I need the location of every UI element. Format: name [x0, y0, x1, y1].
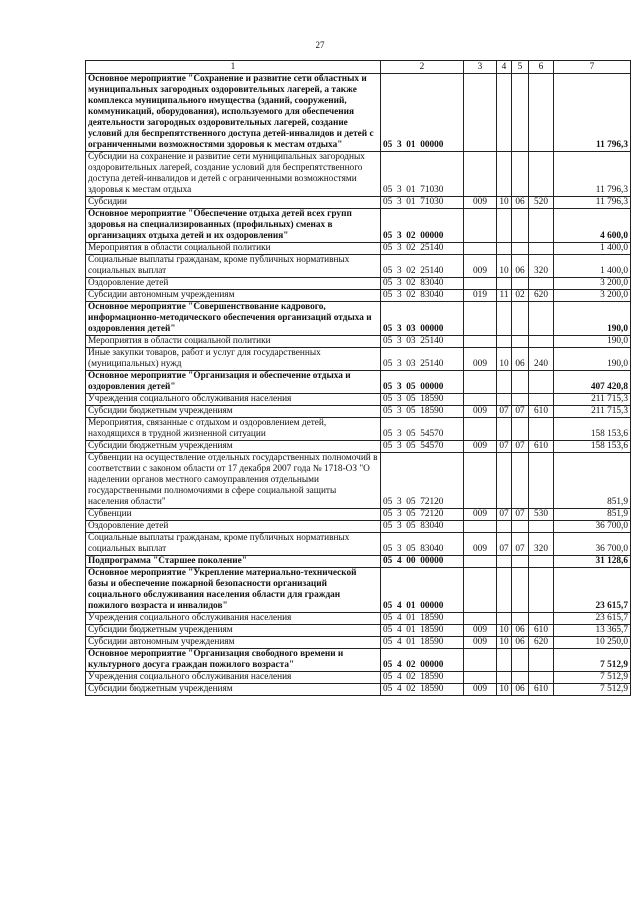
header-cell: 5 [512, 61, 529, 74]
expense-type-code: 620 [529, 637, 554, 649]
section-code: 07 [497, 533, 512, 556]
expense-type-code [529, 209, 554, 243]
row-name: Субсидии автономным учреждениям [86, 290, 381, 302]
grbs-code [464, 418, 497, 441]
amount: 158 153,6 [554, 418, 631, 441]
section-code [497, 302, 512, 336]
amount: 31 128,6 [554, 556, 631, 568]
section-code [497, 152, 512, 197]
subsection-code [512, 672, 529, 684]
row-name: Основное мероприятие "Организация свободного времени и культурного досуга граждан пожилого возраста" [86, 649, 381, 672]
amount: 36 700,0 [554, 521, 631, 533]
section-code: 10 [497, 348, 512, 371]
target-code: 05 3 03 00000 [381, 302, 464, 336]
grbs-code: 009 [464, 637, 497, 649]
amount: 3 200,0 [554, 290, 631, 302]
table-row [86, 243, 631, 255]
row-name: Мероприятия, связанные с отдыхом и оздоровлением детей, находящихся в трудной жизненной ситуации [86, 418, 381, 441]
row-name: Субсидии бюджетным учреждениям [86, 441, 381, 453]
table-row [86, 336, 631, 348]
section-code [497, 556, 512, 568]
row-name: Социальные выплаты гражданам, кроме публичных нормативных социальных выплат [86, 533, 381, 556]
subsection-code: 07 [512, 441, 529, 453]
expense-type-code [529, 521, 554, 533]
table-row [86, 197, 631, 209]
table-row [86, 533, 631, 556]
row-name: Учреждения социального обслуживания населения [86, 613, 381, 625]
subsection-code [512, 278, 529, 290]
expense-type-code [529, 418, 554, 441]
amount: 1 400,0 [554, 255, 631, 278]
section-code: 10 [497, 637, 512, 649]
expense-type-code [529, 243, 554, 255]
table-row [86, 625, 631, 637]
target-code: 05 3 05 54570 [381, 418, 464, 441]
section-code [497, 336, 512, 348]
subsection-code [512, 418, 529, 441]
table-row [86, 152, 631, 197]
table-row [86, 672, 631, 684]
row-name: Иные закупки товаров, работ и услуг для государственных (муниципальных) нужд [86, 348, 381, 371]
table-row [86, 453, 631, 509]
section-code [497, 613, 512, 625]
subsection-code [512, 371, 529, 394]
section-code [497, 243, 512, 255]
expense-type-code [529, 672, 554, 684]
row-name: Основное мероприятие "Сохранение и развитие сети областных и муниципальных загородных оздоровительных лагерей, а также комплекса муниципального имущества (зданий, сооружений, коммуникаций, оборудования), используемого для обеспечения деятельности загородных оздоровительных лагерей, создание условий для беспрепятственного доступа детей-инвалидов и детей с ограниченными возможностями здоровья к местам отдыха" [86, 74, 381, 152]
amount: 11 796,3 [554, 74, 631, 152]
row-name: Основное мероприятие "Обеспечение отдыха детей всех групп здоровья на специализированных (профильных) сменах в организациях отдыха детей и их оздоровления" [86, 209, 381, 243]
amount: 23 615,7 [554, 568, 631, 613]
amount: 851,9 [554, 453, 631, 509]
expense-type-code: 610 [529, 684, 554, 696]
table-row [86, 348, 631, 371]
expense-type-code: 520 [529, 197, 554, 209]
expense-type-code [529, 371, 554, 394]
section-code: 10 [497, 197, 512, 209]
row-name: Учреждения социального обслуживания населения [86, 672, 381, 684]
subsection-code [512, 649, 529, 672]
header-row [86, 61, 631, 74]
budget-table [85, 60, 631, 696]
subsection-code: 07 [512, 509, 529, 521]
subsection-code: 07 [512, 406, 529, 418]
table-row [86, 613, 631, 625]
target-code: 05 3 02 25140 [381, 243, 464, 255]
table-row [86, 684, 631, 696]
amount: 7 512,9 [554, 649, 631, 672]
subsection-code [512, 568, 529, 613]
grbs-code: 009 [464, 406, 497, 418]
amount: 211 715,3 [554, 394, 631, 406]
subsection-code: 06 [512, 348, 529, 371]
expense-type-code: 610 [529, 625, 554, 637]
table-row-section [86, 568, 631, 613]
amount: 190,0 [554, 348, 631, 371]
target-code: 05 3 05 18590 [381, 406, 464, 418]
target-code: 05 3 05 72120 [381, 453, 464, 509]
table-row-section [86, 371, 631, 394]
subsection-code [512, 394, 529, 406]
amount: 1 400,0 [554, 243, 631, 255]
table-row [86, 441, 631, 453]
target-code: 05 3 02 25140 [381, 255, 464, 278]
target-code: 05 3 05 18590 [381, 394, 464, 406]
target-code: 05 3 01 71030 [381, 197, 464, 209]
subsection-code: 06 [512, 637, 529, 649]
row-name: Оздоровление детей [86, 278, 381, 290]
section-code: 11 [497, 290, 512, 302]
header-cell: 4 [497, 61, 512, 74]
row-name: Субсидии бюджетным учреждениям [86, 625, 381, 637]
header-cell: 2 [381, 61, 464, 74]
section-code [497, 418, 512, 441]
subsection-code: 06 [512, 625, 529, 637]
section-code: 07 [497, 406, 512, 418]
expense-type-code [529, 74, 554, 152]
grbs-code [464, 278, 497, 290]
expense-type-code: 610 [529, 441, 554, 453]
section-code [497, 371, 512, 394]
target-code: 05 3 05 72120 [381, 509, 464, 521]
row-name: Социальные выплаты гражданам, кроме публичных нормативных социальных выплат [86, 255, 381, 278]
table-row [86, 418, 631, 441]
section-code [497, 394, 512, 406]
grbs-code: 009 [464, 255, 497, 278]
amount: 10 250,0 [554, 637, 631, 649]
target-code: 05 3 02 00000 [381, 209, 464, 243]
row-name: Мероприятия в области социальной политики [86, 243, 381, 255]
grbs-code [464, 521, 497, 533]
target-code: 05 3 01 71030 [381, 152, 464, 197]
amount: 23 615,7 [554, 613, 631, 625]
grbs-code: 009 [464, 533, 497, 556]
target-code: 05 3 05 54570 [381, 441, 464, 453]
table-row-section [86, 302, 631, 336]
section-code: 10 [497, 684, 512, 696]
grbs-code: 009 [464, 625, 497, 637]
subsection-code [512, 302, 529, 336]
grbs-code [464, 152, 497, 197]
row-name: Оздоровление детей [86, 521, 381, 533]
amount: 7 512,9 [554, 672, 631, 684]
expense-type-code [529, 394, 554, 406]
row-name: Субвенции [86, 509, 381, 521]
target-code: 05 3 05 83040 [381, 521, 464, 533]
table-row [86, 255, 631, 278]
header-cell: 1 [86, 61, 381, 74]
target-code: 05 3 05 83040 [381, 533, 464, 556]
section-code [497, 209, 512, 243]
section-code [497, 568, 512, 613]
amount: 4 600,0 [554, 209, 631, 243]
amount: 36 700,0 [554, 533, 631, 556]
table-body [86, 74, 631, 696]
subsection-code [512, 556, 529, 568]
amount: 158 153,6 [554, 441, 631, 453]
expense-type-code [529, 568, 554, 613]
expense-type-code [529, 453, 554, 509]
expense-type-code [529, 649, 554, 672]
section-code [497, 74, 512, 152]
table-row [86, 394, 631, 406]
section-code [497, 672, 512, 684]
target-code: 05 3 02 83040 [381, 290, 464, 302]
target-code: 05 4 02 00000 [381, 649, 464, 672]
amount: 11 796,3 [554, 152, 631, 197]
grbs-code [464, 336, 497, 348]
table-row [86, 637, 631, 649]
section-code [497, 649, 512, 672]
target-code: 05 4 02 18590 [381, 684, 464, 696]
header-cell: 6 [529, 61, 554, 74]
target-code: 05 4 01 00000 [381, 568, 464, 613]
expense-type-code: 240 [529, 348, 554, 371]
grbs-code [464, 556, 497, 568]
grbs-code [464, 649, 497, 672]
subsection-code [512, 521, 529, 533]
subsection-code [512, 453, 529, 509]
table-row-section [86, 74, 631, 152]
grbs-code [464, 74, 497, 152]
grbs-code [464, 613, 497, 625]
amount: 190,0 [554, 302, 631, 336]
expense-type-code [529, 336, 554, 348]
row-name: Учреждения социального обслуживания населения [86, 394, 381, 406]
grbs-code [464, 371, 497, 394]
target-code: 05 3 01 00000 [381, 74, 464, 152]
table-row-section [86, 649, 631, 672]
row-name: Субвенции на осуществление отдельных государственных полномочий в соответствии с законом области от 17 декабря 2007 года № 1718-ОЗ "О наделении органов местного самоуправления отдельными государственными полномочиями в сфере социальной защиты населения области" [86, 453, 381, 509]
row-name: Субсидии бюджетным учреждениям [86, 684, 381, 696]
row-name: Субсидии на сохранение и развитие сети муниципальных загородных оздоровительных лагерей, создание условий для беспрепятственного доступа детей-инвалидов и детей с ограниченными возможностями здоровья к местам отдыха [86, 152, 381, 197]
table-row-section [86, 556, 631, 568]
target-code: 05 4 01 18590 [381, 613, 464, 625]
amount: 407 420,8 [554, 371, 631, 394]
section-code [497, 453, 512, 509]
subsection-code [512, 74, 529, 152]
expense-type-code: 610 [529, 406, 554, 418]
subsection-code: 02 [512, 290, 529, 302]
expense-type-code: 320 [529, 533, 554, 556]
subsection-code [512, 209, 529, 243]
row-name: Субсидии автономным учреждениям [86, 637, 381, 649]
table-row [86, 278, 631, 290]
subsection-code [512, 336, 529, 348]
expense-type-code [529, 556, 554, 568]
expense-type-code [529, 613, 554, 625]
header-cell: 3 [464, 61, 497, 74]
table-row [86, 290, 631, 302]
expense-type-code: 620 [529, 290, 554, 302]
target-code: 05 4 01 18590 [381, 625, 464, 637]
row-name: Субсидии бюджетным учреждениям [86, 406, 381, 418]
page-number: 27 [315, 40, 325, 50]
subsection-code: 06 [512, 197, 529, 209]
table-row [86, 521, 631, 533]
grbs-code: 009 [464, 509, 497, 521]
section-code: 10 [497, 625, 512, 637]
grbs-code [464, 453, 497, 509]
header-cell: 7 [554, 61, 631, 74]
grbs-code: 009 [464, 348, 497, 371]
target-code: 05 3 03 25140 [381, 336, 464, 348]
grbs-code: 009 [464, 684, 497, 696]
target-code: 05 3 02 83040 [381, 278, 464, 290]
row-name: Основное мероприятие "Организация и обеспечение отдыха и оздоровления детей" [86, 371, 381, 394]
target-code: 05 4 02 18590 [381, 672, 464, 684]
grbs-code [464, 209, 497, 243]
amount: 7 512,9 [554, 684, 631, 696]
amount: 851,9 [554, 509, 631, 521]
table-row [86, 406, 631, 418]
target-code: 05 4 00 00000 [381, 556, 464, 568]
grbs-code: 009 [464, 441, 497, 453]
section-code [497, 521, 512, 533]
grbs-code: 019 [464, 290, 497, 302]
grbs-code [464, 394, 497, 406]
section-code: 07 [497, 441, 512, 453]
grbs-code [464, 243, 497, 255]
grbs-code [464, 672, 497, 684]
grbs-code: 009 [464, 197, 497, 209]
target-code: 05 3 03 25140 [381, 348, 464, 371]
row-name: Субсидии [86, 197, 381, 209]
expense-type-code [529, 152, 554, 197]
expense-type-code [529, 278, 554, 290]
amount: 3 200,0 [554, 278, 631, 290]
amount: 13 365,7 [554, 625, 631, 637]
row-name: Основное мероприятие "Совершенствование кадрового, информационно-методического обеспечения организаций отдыха и оздоровления детей" [86, 302, 381, 336]
subsection-code: 07 [512, 533, 529, 556]
amount: 190,0 [554, 336, 631, 348]
subsection-code [512, 243, 529, 255]
section-code [497, 278, 512, 290]
section-code: 10 [497, 255, 512, 278]
subsection-code [512, 152, 529, 197]
table-row-section [86, 209, 631, 243]
row-name: Основное мероприятие "Укрепление материально-технической базы и обеспечение пожарной безопасности организаций социального обслуживания населения области для граждан пожилого возраста и инвалидов" [86, 568, 381, 613]
expense-type-code: 320 [529, 255, 554, 278]
row-name: Мероприятия в области социальной политики [86, 336, 381, 348]
expense-type-code: 530 [529, 509, 554, 521]
subsection-code: 06 [512, 255, 529, 278]
subsection-code [512, 613, 529, 625]
target-code: 05 4 01 18590 [381, 637, 464, 649]
grbs-code [464, 568, 497, 613]
amount: 211 715,3 [554, 406, 631, 418]
target-code: 05 3 05 00000 [381, 371, 464, 394]
row-name: Подпрограмма "Старшее поколение" [86, 556, 381, 568]
table-row [86, 509, 631, 521]
grbs-code [464, 302, 497, 336]
subsection-code: 06 [512, 684, 529, 696]
section-code: 07 [497, 509, 512, 521]
expense-type-code [529, 302, 554, 336]
amount: 11 796,3 [554, 197, 631, 209]
